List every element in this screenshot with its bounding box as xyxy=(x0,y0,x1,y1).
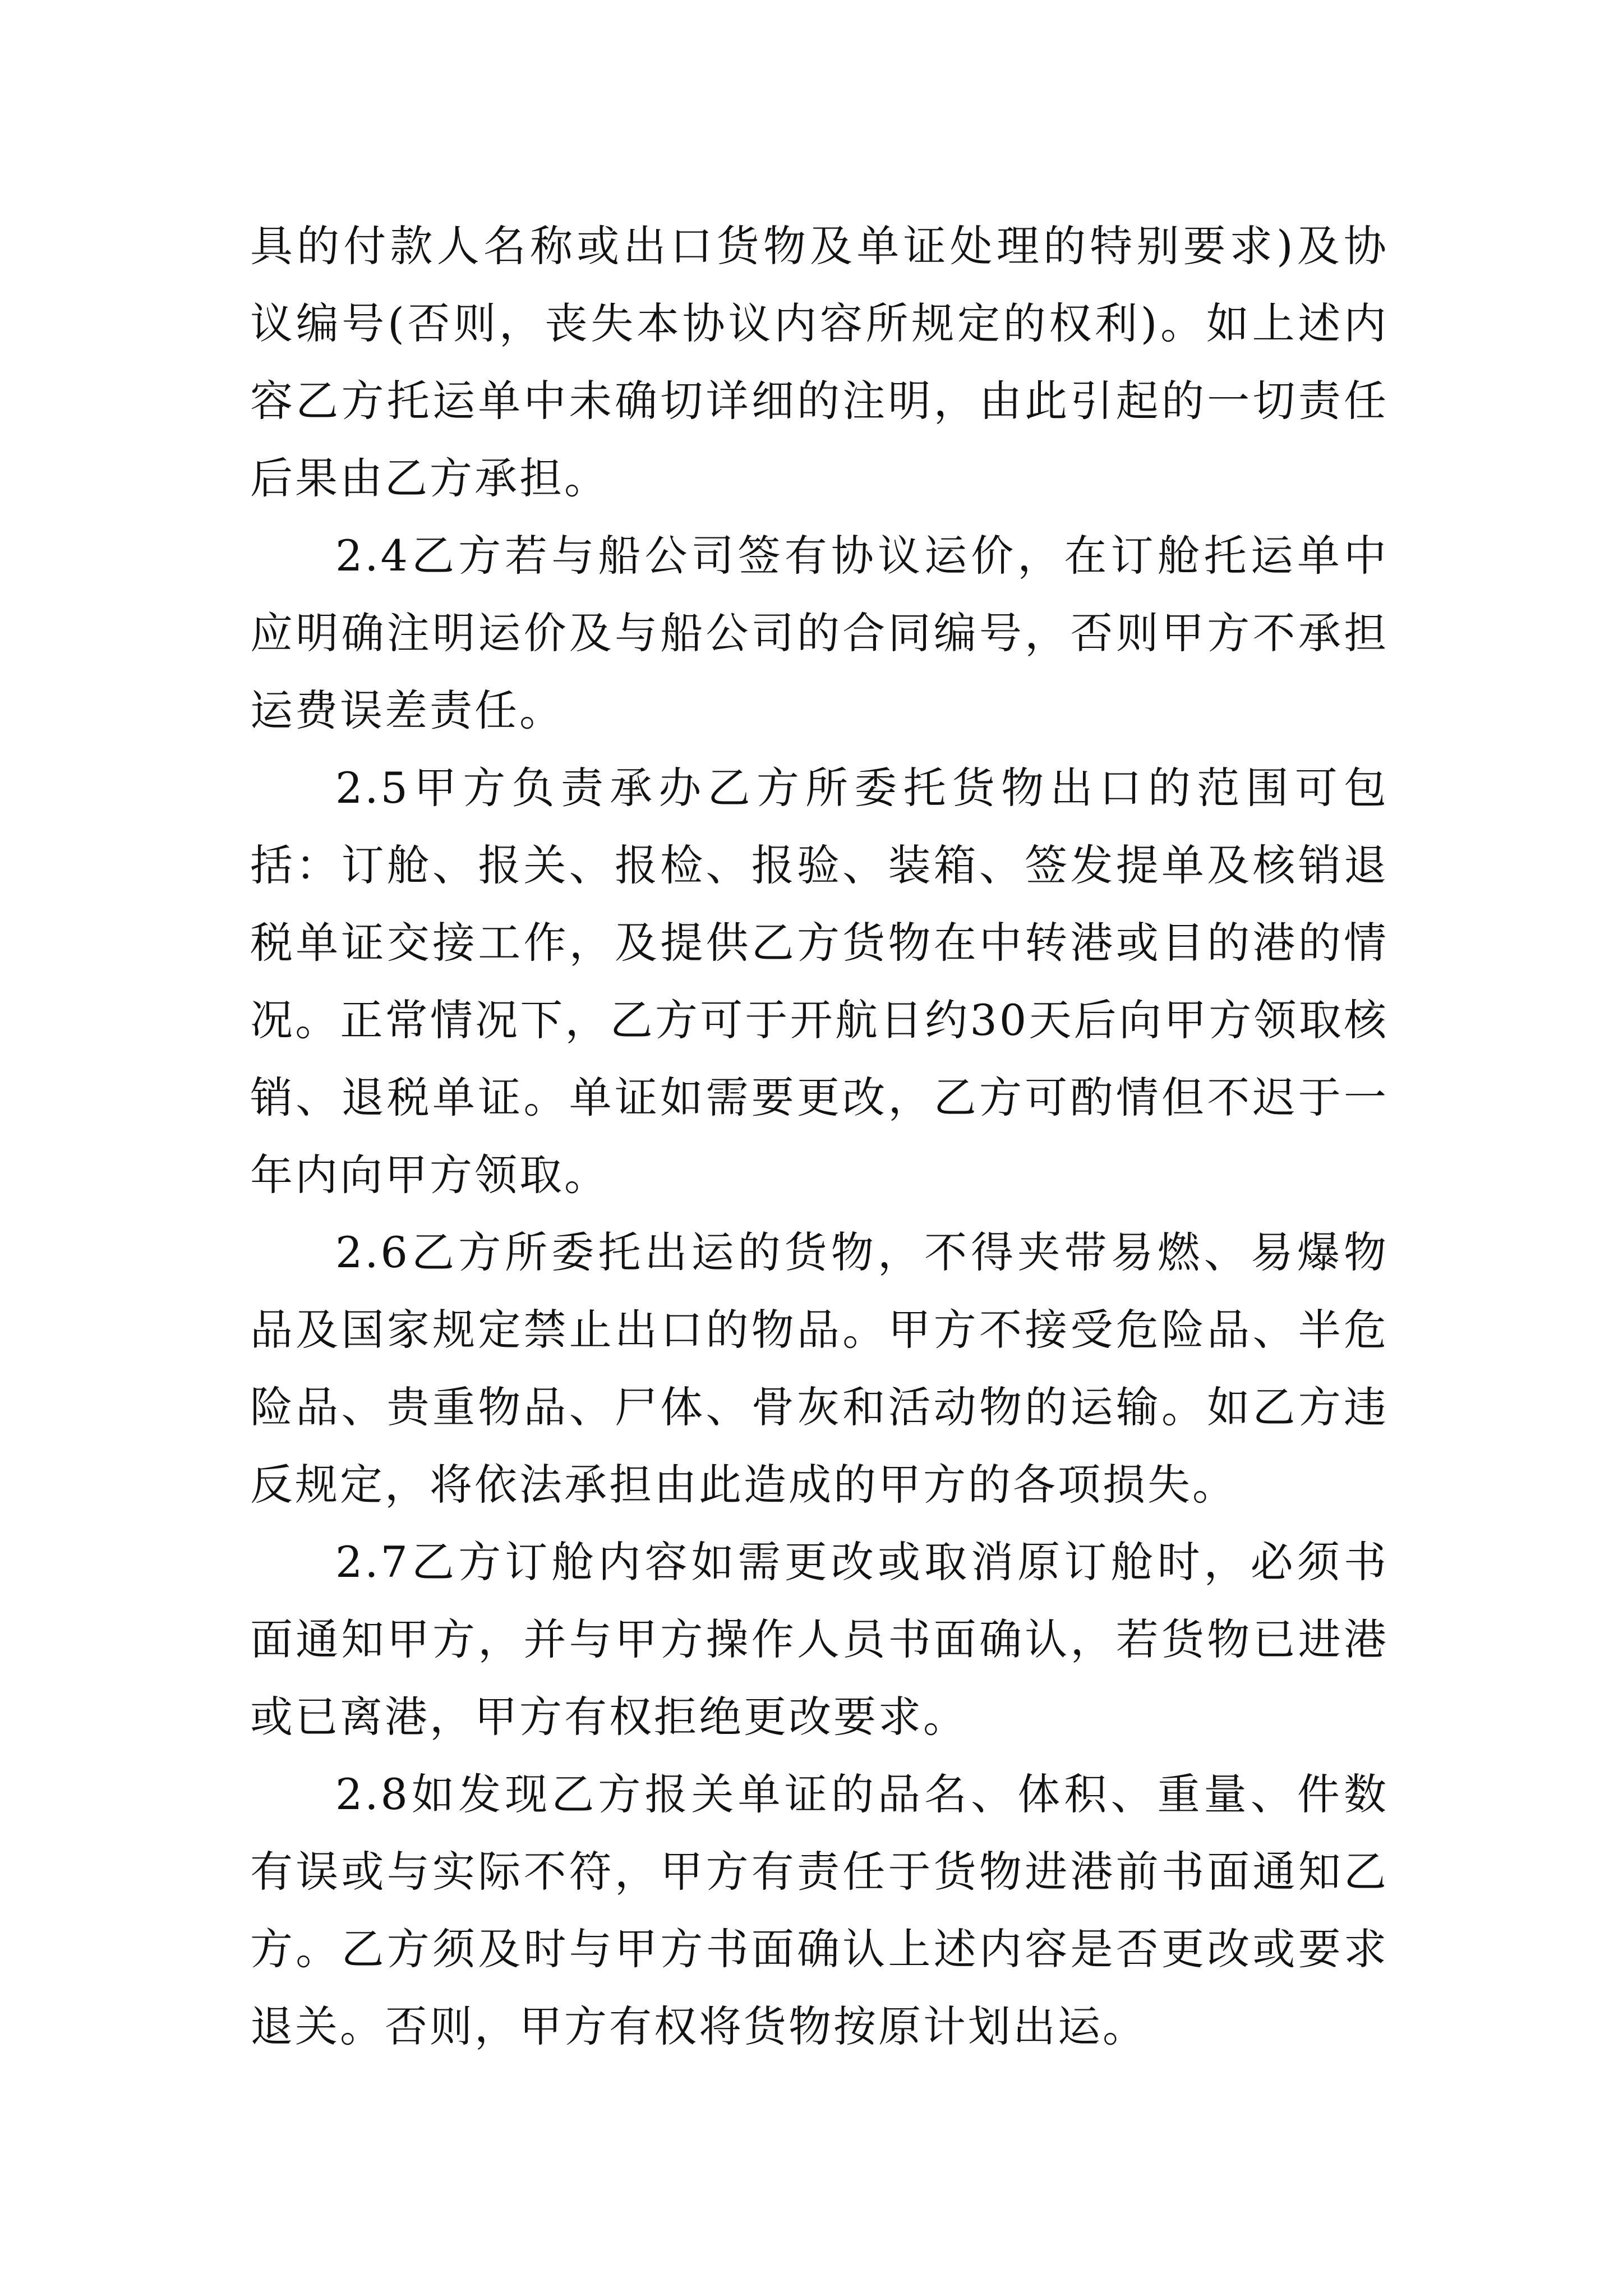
paragraph-clause-2-4: 2.4乙方若与船公司签有协议运价，在订舱托运单中应明确注明运价及与船公司的合同编号，否则甲方不承担运费误差责任。 xyxy=(250,531,1389,735)
paragraph-continuation: 具的付款人名称或出口货物及单证处理的特别要求)及协议编号(否则，丧失本协议内容所规定的权利)。如上述内容乙方托运单中未确切详细的注明，由此引起的一切责任后果由乙方承担。 xyxy=(250,221,1389,503)
document-body xyxy=(250,208,1389,2065)
paragraph-clause-2-5: 2.5甲方负责承办乙方所委托货物出口的范围可包括：订舱、报关、报检、报验、装箱、签发提单及核销退税单证交接工作，及提供乙方货物在中转港或目的港的情况。正常情况下，乙方可于开航日约30天后向甲方领取核销、退税单证。单证如需要更改，乙方可酌情但不迟于一年内向甲方领取。 xyxy=(250,763,1389,1200)
paragraph-clause-2-6: 2.6乙方所委托出运的货物，不得夹带易燃、易爆物品及国家规定禁止出口的物品。甲方不接受危险品、半危险品、贵重物品、尸体、骨灰和活动物的运输。如乙方违反规定，将依法承担由此造成的甲方的各项损失。 xyxy=(250,1227,1389,1510)
paragraph-clause-2-8: 2.8如发现乙方报关单证的品名、体积、重量、件数有误或与实际不符，甲方有责任于货物进港前书面通知乙方。乙方须及时与甲方书面确认上述内容是否更改或要求退关。否则，甲方有权将货物按原计划出运。 xyxy=(250,1769,1389,2051)
paragraph-clause-2-7: 2.7乙方订舱内容如需更改或取消原订舱时，必须书面通知甲方，并与甲方操作人员书面确认，若货物已进港或已离港，甲方有权拒绝更改要求。 xyxy=(250,1537,1389,1742)
